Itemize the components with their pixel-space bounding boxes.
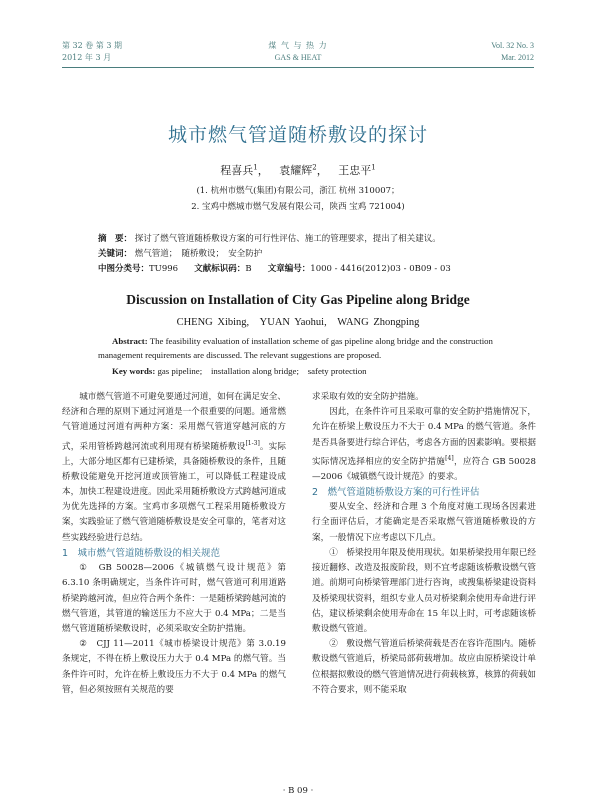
body-paragraph: 要从安全、经济和合理 3 个角度对施工现场各因素进行全面评估后，才能确定是否采取燃气管道随桥敷设的方案，一般情况下应考虑以下几点。 (312, 502, 536, 543)
section-heading-2: 2 燃气管道随桥敷设方案的可行性评估 (312, 487, 480, 499)
paragraph-text: ，应符合 GB 50028—2006《城镇燃气设计规范》的要求。 (312, 456, 536, 482)
clc-value: TU996 (149, 264, 179, 274)
citation-mark: [4] (445, 454, 454, 462)
author-name: 王忠平 (338, 164, 372, 177)
doc-code-value: B (245, 264, 252, 274)
body-column-right (312, 390, 536, 698)
journal-name-cn: 煤 气 与 热 力 (268, 41, 328, 50)
abstract-cn (98, 233, 508, 246)
header-volume-en: Vol. 32 No. 3 (491, 41, 534, 50)
affiliation-line: 2. 宝鸡中燃城市燃气发展有限公司，陕西 宝鸡 721004) (191, 202, 405, 212)
body-paragraph (312, 405, 536, 485)
header-volume-cn: 第 32 卷 第 3 期 (62, 41, 122, 50)
article-title-en: Discussion on Installation of City Gas Pipeline along Bridge (126, 292, 470, 307)
paragraph-text: 。实际上，大部分地区都有已建桥梁，具备随桥敷设的条件，且随桥敷设能避免开挖河道或顶管施工，可以降低工程建设成本，加快工程建设进度。因此采用随桥敷设方式跨越河道成为优先选择的方案。宝鸡市多项燃气工程采用随桥敷设方案，实践验证了燃气管道随桥敷设是安全可靠的，笔者对这些实践经验进行总结。 (62, 441, 286, 543)
keywords-label: 关键词： (98, 249, 133, 259)
abstract-label: 摘 要： (98, 234, 133, 244)
classification-line (98, 263, 508, 276)
abstract-en-label: Abstract: (112, 336, 148, 346)
body-paragraph: ① 桥梁投用年限及使用现状。如果桥梁投用年限已经接近翻修、改造及报废阶段，则不宜考虑随该桥敷设燃气管道。前期可向桥梁管理部门进行咨询，或搜集桥梁建设资料及桥梁现状资料，组织专业人员对桥梁剩余使用寿命进行评估，建议桥梁剩余使用寿命在 15 年以上时，可考虑随该桥敷设燃气管道。 (312, 547, 536, 634)
abstract-text: 探讨了燃气管道随桥敷设方案的可行性评估、施工的管理要求，提出了相关建议。 (134, 234, 441, 244)
body-paragraph: 求采取有效的安全防护措施。 (312, 392, 424, 402)
keywords-cn (98, 248, 508, 261)
header-date-en: Mar. 2012 (501, 53, 534, 62)
page-folio: · B 09 · (282, 786, 314, 796)
author-name: 程喜兵 (220, 164, 254, 177)
clc-label: 中图分类号： (98, 264, 150, 274)
keywords-text: 燃气管道； 随桥敷设； 安全防护 (134, 249, 263, 259)
affiliation-line: (1. 杭州市燃气(集团)有限公司，浙江 杭州 310007； (196, 186, 400, 196)
article-number-value: 1000 - 4416(2012)03 - 0B09 - 03 (310, 264, 451, 274)
keywords-en-label: Key words: (112, 366, 156, 376)
doc-code-label: 文献标识码： (194, 264, 246, 274)
body-paragraph (62, 390, 286, 546)
section-heading-1: 1 城市燃气管道随桥敷设的相关规范 (62, 547, 221, 559)
citation-mark: [1-3] (245, 439, 260, 447)
keywords-en-text: gas pipeline; installation along bridge; safety protection (157, 366, 367, 376)
author-affiliation-mark: 2 (312, 163, 317, 172)
keywords-en (98, 364, 508, 378)
body-column-left (62, 390, 286, 698)
header-rule (62, 67, 534, 68)
paragraph-text: 城市燃气管道不可避免要通过河道，如何在满足安全、经济和合理的原则下通过河道是一个很重要的问题。通常燃气管道通过河道有两种方案：采用燃气管道穿越河底的方式，采用管桥跨越河流或利用现有桥梁随桥敷设 (62, 392, 286, 452)
journal-name-en: GAS & HEAT (274, 53, 322, 62)
authors-cn: 程喜兵$^1$， 袁耀辉$^2$， 王忠平$^1$ (220, 163, 376, 177)
author-affiliation-mark: 1 (253, 163, 258, 172)
author-name: 袁耀辉 (279, 164, 313, 177)
abstract-en (98, 334, 508, 362)
authors-en: CHENG Xibing, YUAN Yaohui, WANG Zhongping (176, 317, 420, 328)
author-affiliation-mark: 1 (371, 163, 376, 172)
header-volume-right (491, 40, 534, 64)
body-paragraph: ① GB 50028—2006《城镇燃气设计规范》第 6.3.10 条明确规定，当条件许可时，燃气管道可利用道路桥梁跨越河流，但应符合两个条件：一是随桥梁跨越河流的燃气管道，其管道的输送压力不应大于 0.4 MPa；二是当燃气管道随桥梁敷设时，必须采取安全防护措施。 (62, 563, 286, 634)
body-paragraph: ② CJJ 11—2011《城市桥梁设计规范》第 3.0.19 条规定，不得在桥上敷设压力大于 0.4 MPa 的燃气管。当条件许可时，允许在桥上敷设压力不大于 0.4 MPa 的燃气管，但必须按照有关规范的要 (62, 639, 286, 695)
header-date-cn: 2012 年 3 月 (62, 53, 112, 62)
abstract-en-text: The feasibility evaluation of installation scheme of gas pipeline along bridge and the construction management requirements are discussed. The relevant suggestions are proposed. (98, 336, 493, 360)
paragraph-text: 因此，在条件许可且采取可靠的安全防护措施情况下，允许在桥梁上敷设压力不大于 0.4 MPa 的燃气管道。条件是否具备要进行综合评估，考虑各方面的因素影响。要根据实际情况选择相应的安全防护措施 (312, 407, 536, 467)
article-title-cn: 城市燃气管道随桥敷设的探讨 (167, 124, 428, 146)
article-number-label: 文章编号： (267, 264, 311, 274)
body-paragraph: ② 敷设燃气管道后桥梁荷载是否在容许范围内。随桥敷设燃气管道后，桥梁局部荷载增加。故应由原桥梁设计单位根据拟敷设的燃气管道情况进行荷载核算，核算的荷载如不符合要求，则不能采取 (312, 639, 536, 695)
